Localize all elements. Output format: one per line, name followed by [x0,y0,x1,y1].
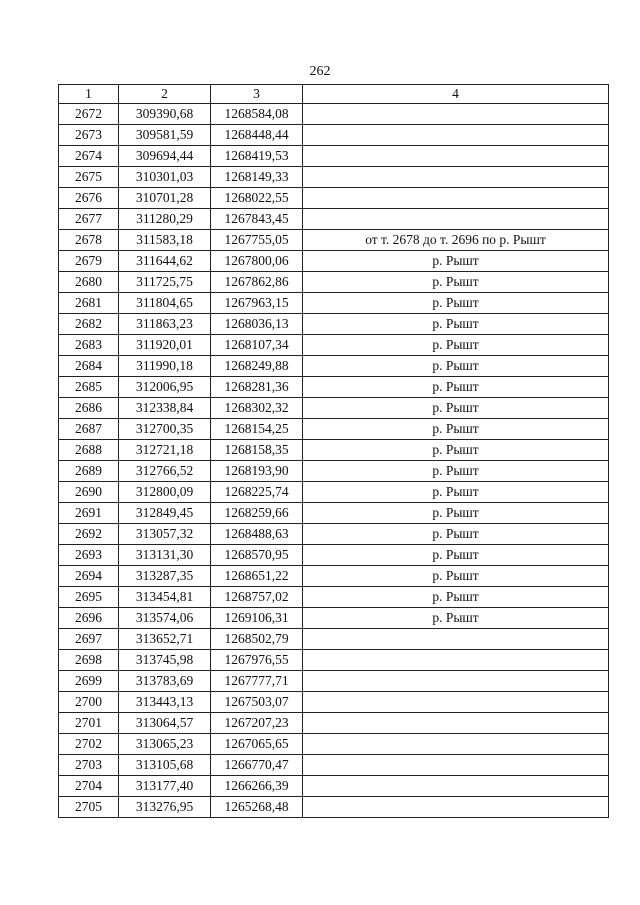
point-number-cell: 2692 [59,524,119,545]
y-coordinate-cell: 1267755,05 [211,230,303,251]
table-row [59,734,609,755]
description-cell [303,755,609,776]
column-header-point: 1 [59,85,119,104]
y-coordinate-cell: 1267976,55 [211,650,303,671]
x-coordinate-cell: 313783,69 [119,671,211,692]
point-number-cell: 2698 [59,650,119,671]
x-coordinate-cell: 312700,35 [119,419,211,440]
description-cell [303,188,609,209]
table-row [59,503,609,524]
point-number-cell: 2673 [59,125,119,146]
x-coordinate-cell: 313105,68 [119,755,211,776]
x-coordinate-cell: 311990,18 [119,356,211,377]
table-row [59,713,609,734]
description-cell [303,797,609,818]
x-coordinate-cell: 313745,98 [119,650,211,671]
table-row [59,482,609,503]
description-cell: р. Рышт [303,587,609,608]
point-number-cell: 2675 [59,167,119,188]
x-coordinate-cell: 312338,84 [119,398,211,419]
y-coordinate-cell: 1268193,90 [211,461,303,482]
table-row [59,419,609,440]
description-cell: р. Рышт [303,398,609,419]
x-coordinate-cell: 313443,13 [119,692,211,713]
point-number-cell: 2700 [59,692,119,713]
description-cell [303,146,609,167]
y-coordinate-cell: 1267503,07 [211,692,303,713]
point-number-cell: 2705 [59,797,119,818]
point-number-cell: 2676 [59,188,119,209]
table-header-row [59,85,609,104]
table-row [59,797,609,818]
y-coordinate-cell: 1267777,71 [211,671,303,692]
table-row [59,251,609,272]
table-body [59,104,609,818]
point-number-cell: 2695 [59,587,119,608]
page-number: 262 [309,64,331,79]
table-row [59,671,609,692]
y-coordinate-cell: 1266266,39 [211,776,303,797]
x-coordinate-cell: 313574,06 [119,608,211,629]
table-row [59,545,609,566]
description-cell [303,629,609,650]
y-coordinate-cell: 1265268,48 [211,797,303,818]
y-coordinate-cell: 1267800,06 [211,251,303,272]
table-row [59,776,609,797]
table-row [59,356,609,377]
table-row [59,314,609,335]
table-row [59,608,609,629]
y-coordinate-cell: 1268022,55 [211,188,303,209]
point-number-cell: 2694 [59,566,119,587]
table-row [59,524,609,545]
x-coordinate-cell: 313177,40 [119,776,211,797]
point-number-cell: 2677 [59,209,119,230]
description-cell: р. Рышт [303,356,609,377]
description-cell [303,734,609,755]
point-number-cell: 2686 [59,398,119,419]
x-coordinate-cell: 312800,09 [119,482,211,503]
column-header-description: 4 [303,85,609,104]
y-coordinate-cell: 1268036,13 [211,314,303,335]
x-coordinate-cell: 311920,01 [119,335,211,356]
x-coordinate-cell: 309581,59 [119,125,211,146]
y-coordinate-cell: 1268302,32 [211,398,303,419]
description-cell: р. Рышт [303,440,609,461]
point-number-cell: 2674 [59,146,119,167]
description-cell [303,776,609,797]
x-coordinate-cell: 311583,18 [119,230,211,251]
table-row [59,629,609,650]
table-row [59,377,609,398]
point-number-cell: 2690 [59,482,119,503]
y-coordinate-cell: 1268757,02 [211,587,303,608]
description-cell: р. Рышт [303,461,609,482]
y-coordinate-cell: 1267065,65 [211,734,303,755]
description-cell: р. Рышт [303,314,609,335]
column-header-y: 3 [211,85,303,104]
description-cell: р. Рышт [303,566,609,587]
x-coordinate-cell: 310301,03 [119,167,211,188]
x-coordinate-cell: 312766,52 [119,461,211,482]
column-header-x: 2 [119,85,211,104]
description-cell: р. Рышт [303,482,609,503]
description-cell: р. Рышт [303,335,609,356]
x-coordinate-cell: 309390,68 [119,104,211,125]
point-number-cell: 2691 [59,503,119,524]
table-row [59,209,609,230]
y-coordinate-cell: 1269106,31 [211,608,303,629]
table-row [59,272,609,293]
x-coordinate-cell: 313276,95 [119,797,211,818]
x-coordinate-cell: 312721,18 [119,440,211,461]
table-row [59,188,609,209]
y-coordinate-cell: 1267963,15 [211,293,303,314]
y-coordinate-cell: 1266770,47 [211,755,303,776]
table-row [59,167,609,188]
description-cell: р. Рышт [303,545,609,566]
point-number-cell: 2693 [59,545,119,566]
description-cell: р. Рышт [303,272,609,293]
x-coordinate-cell: 311863,23 [119,314,211,335]
x-coordinate-cell: 313064,57 [119,713,211,734]
y-coordinate-cell: 1268107,34 [211,335,303,356]
x-coordinate-cell: 313131,30 [119,545,211,566]
description-cell: р. Рышт [303,251,609,272]
table-row [59,293,609,314]
x-coordinate-cell: 309694,44 [119,146,211,167]
table-row [59,587,609,608]
point-number-cell: 2696 [59,608,119,629]
description-cell: от т. 2678 до т. 2696 по р. Рышт [303,230,609,251]
y-coordinate-cell: 1268281,36 [211,377,303,398]
point-number-cell: 2679 [59,251,119,272]
x-coordinate-cell: 313057,32 [119,524,211,545]
x-coordinate-cell: 311280,29 [119,209,211,230]
y-coordinate-cell: 1268259,66 [211,503,303,524]
description-cell [303,167,609,188]
x-coordinate-cell: 311644,62 [119,251,211,272]
y-coordinate-cell: 1268249,88 [211,356,303,377]
table-row [59,692,609,713]
description-cell [303,650,609,671]
point-number-cell: 2672 [59,104,119,125]
y-coordinate-cell: 1268225,74 [211,482,303,503]
description-cell: р. Рышт [303,524,609,545]
x-coordinate-cell: 311725,75 [119,272,211,293]
description-cell [303,671,609,692]
coordinates-table [58,84,609,818]
y-coordinate-cell: 1267207,23 [211,713,303,734]
description-cell [303,713,609,734]
table-row [59,335,609,356]
point-number-cell: 2687 [59,419,119,440]
description-cell: р. Рышт [303,503,609,524]
table-row [59,755,609,776]
y-coordinate-cell: 1268584,08 [211,104,303,125]
point-number-cell: 2703 [59,755,119,776]
x-coordinate-cell: 313287,35 [119,566,211,587]
y-coordinate-cell: 1268419,53 [211,146,303,167]
table-row [59,440,609,461]
description-cell: р. Рышт [303,293,609,314]
y-coordinate-cell: 1268651,22 [211,566,303,587]
point-number-cell: 2697 [59,629,119,650]
point-number-cell: 2680 [59,272,119,293]
y-coordinate-cell: 1268570,95 [211,545,303,566]
description-cell [303,692,609,713]
x-coordinate-cell: 312849,45 [119,503,211,524]
point-number-cell: 2688 [59,440,119,461]
table-row [59,125,609,146]
description-cell [303,125,609,146]
description-cell [303,104,609,125]
point-number-cell: 2704 [59,776,119,797]
table-row [59,650,609,671]
y-coordinate-cell: 1268149,33 [211,167,303,188]
table-row [59,566,609,587]
table-row [59,398,609,419]
description-cell [303,209,609,230]
point-number-cell: 2681 [59,293,119,314]
point-number-cell: 2689 [59,461,119,482]
x-coordinate-cell: 313652,71 [119,629,211,650]
y-coordinate-cell: 1267843,45 [211,209,303,230]
description-cell: р. Рышт [303,608,609,629]
x-coordinate-cell: 310701,28 [119,188,211,209]
table-row [59,230,609,251]
y-coordinate-cell: 1268502,79 [211,629,303,650]
point-number-cell: 2678 [59,230,119,251]
y-coordinate-cell: 1268158,35 [211,440,303,461]
point-number-cell: 2701 [59,713,119,734]
point-number-cell: 2684 [59,356,119,377]
description-cell: р. Рышт [303,377,609,398]
x-coordinate-cell: 313454,81 [119,587,211,608]
point-number-cell: 2699 [59,671,119,692]
point-number-cell: 2683 [59,335,119,356]
description-cell: р. Рышт [303,419,609,440]
table-row [59,461,609,482]
x-coordinate-cell: 313065,23 [119,734,211,755]
point-number-cell: 2702 [59,734,119,755]
x-coordinate-cell: 312006,95 [119,377,211,398]
table-row [59,104,609,125]
y-coordinate-cell: 1268448,44 [211,125,303,146]
table-row [59,146,609,167]
y-coordinate-cell: 1267862,86 [211,272,303,293]
y-coordinate-cell: 1268154,25 [211,419,303,440]
point-number-cell: 2685 [59,377,119,398]
y-coordinate-cell: 1268488,63 [211,524,303,545]
point-number-cell: 2682 [59,314,119,335]
x-coordinate-cell: 311804,65 [119,293,211,314]
